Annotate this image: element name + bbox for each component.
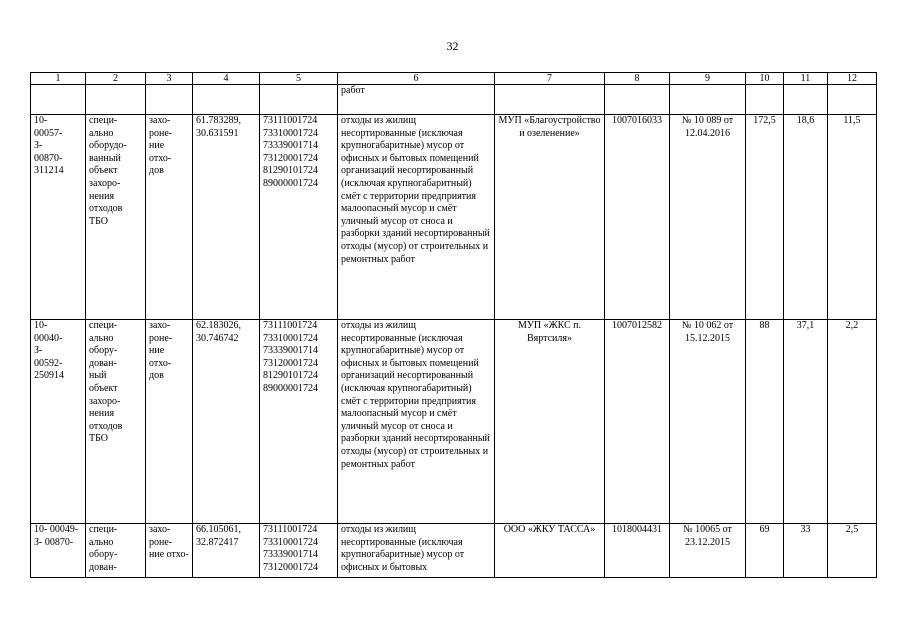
facility-id-cell (31, 524, 86, 578)
facility-coordinates: 66.105061, 32.872417 (196, 524, 241, 548)
facility-id: 10- 00049- З- 00870- (34, 524, 79, 548)
value-col11: 18,6 (784, 115, 828, 320)
value-col12: 11,5 (828, 115, 877, 320)
column-header: 8 (605, 73, 670, 85)
value-col10: 69 (746, 524, 784, 578)
waste-facility-table (30, 72, 877, 578)
facility-purpose-cell (146, 524, 193, 578)
license-info: № 10065 от 23.12.2015 (670, 524, 746, 578)
column-header: 6 (338, 73, 495, 85)
column-header: 2 (86, 73, 146, 85)
facility-coordinates-cell (193, 524, 260, 578)
operator-inn: 1007016033 (605, 115, 670, 320)
value-col11: 37,1 (784, 320, 828, 524)
column-header: 3 (146, 73, 193, 85)
waste-codes: 73111001724 73310001724 73339001714 73120001724 81290101724 89000001724 (260, 115, 338, 320)
waste-description: отходы из жилищ несортированные (исключая крупногабаритные) мусор от офисных и бытовых помещений организаций несортированный (исключая крупногабаритный) смёт с территории предприятия малоопасный мусор и смёт уличный мусор от сноса и разборки зданий несортированный отходы (мусор) от строительных и ремонтных работ (338, 320, 495, 524)
facility-coordinates: 61.783289, 30.631591 (193, 115, 260, 320)
table-cell (746, 85, 784, 115)
column-header: 12 (828, 73, 877, 85)
operator-inn: 1018004431 (605, 524, 670, 578)
column-header: 7 (495, 73, 605, 85)
continuation-text: работ (338, 85, 495, 115)
facility-id: 10- 00057- З- 00870- 311214 (31, 115, 86, 320)
operator-name: МУП «ЖКС п. Вяртсиля» (495, 320, 605, 524)
table-cell (605, 85, 670, 115)
column-header: 10 (746, 73, 784, 85)
value-col10: 88 (746, 320, 784, 524)
value-col12: 2,2 (828, 320, 877, 524)
facility-purpose: захо- роне- ние отхо- дов (146, 320, 193, 524)
column-header: 5 (260, 73, 338, 85)
table-cell (495, 85, 605, 115)
facility-id: 10- 00040- З- 00592- 250914 (31, 320, 86, 524)
table-cell (670, 85, 746, 115)
facility-type: специ- ально обору- дован- (89, 524, 118, 573)
facility-type-cell (86, 524, 146, 578)
facility-purpose: захо- роне- ние отхо- дов (146, 115, 193, 320)
table-header-row (31, 73, 877, 85)
table-cell (784, 85, 828, 115)
column-header: 4 (193, 73, 260, 85)
table-cell (146, 85, 193, 115)
column-header: 11 (784, 73, 828, 85)
value-col11: 33 (784, 524, 828, 578)
table-cell (260, 85, 338, 115)
waste-description-cell (338, 524, 495, 578)
waste-codes-cell (260, 524, 338, 578)
value-col12: 2,5 (828, 524, 877, 578)
waste-codes: 73111001724 73310001724 73339001714 73120001724 (263, 524, 318, 573)
table-cell (86, 85, 146, 115)
operator-inn: 1007012582 (605, 320, 670, 524)
operator-name: МУП «Благоустройство и озеленение» (495, 115, 605, 320)
continuation-row (31, 85, 877, 115)
license-info: № 10 062 от 15.12.2015 (670, 320, 746, 524)
table-cell (193, 85, 260, 115)
license-info: № 10 089 от 12.04.2016 (670, 115, 746, 320)
facility-purpose: захо- роне- ние отхо- (149, 524, 189, 561)
table-row (31, 115, 877, 320)
page-number: 32 (446, 39, 459, 53)
table-cell (31, 85, 86, 115)
column-header: 9 (670, 73, 746, 85)
table-row (31, 524, 877, 578)
waste-description: отходы из жилищ несортированные (исключая крупногабаритные) мусор от офисных и бытовых (341, 524, 465, 573)
operator-name: ООО «ЖКУ ТАССА» (495, 524, 605, 578)
table-cell (828, 85, 877, 115)
column-header: 1 (31, 73, 86, 85)
facility-type: специ- ально оборудо- ванный объект захоро- нения отходов ТБО (86, 115, 146, 320)
facility-type: специ- ально обору- дован- ный объект захоро- нения отходов ТБО (86, 320, 146, 524)
waste-description: отходы из жилищ несортированные (исключая крупногабаритные) мусор от офисных и бытовых помещений организаций несортированный (исключая крупногабаритный) смёт с территории предприятия малоопасный мусор и смёт уличный мусор от сноса и разборки зданий несортированный отходы (мусор) от строительных и ремонтных работ (338, 115, 495, 320)
value-col10: 172,5 (746, 115, 784, 320)
facility-coordinates: 62.183026, 30.746742 (193, 320, 260, 524)
table-row (31, 320, 877, 524)
waste-codes: 73111001724 73310001724 73339001714 73120001724 81290101724 89000001724 (260, 320, 338, 524)
